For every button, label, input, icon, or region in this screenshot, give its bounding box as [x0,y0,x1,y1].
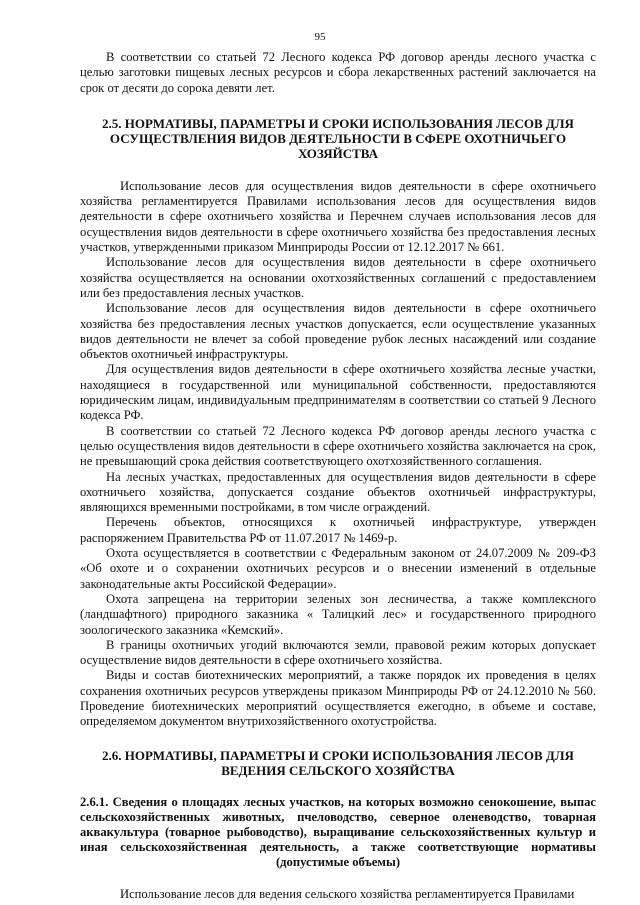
section-2-6-1-subheading: 2.6.1. Сведения о площадях лесных участков, на которых возможно сенокошение, выпас сельскохозяйственных животных, пчеловодство, северное оленеводство, товарная аквакультура (товарное рыбоводство), выращивание сельскохозяйственных культур и иная сельскохозяйственная деятельность, а также соответствующие нормативы (допустимые объемы) [80,794,596,870]
page-number: 95 [314,31,326,43]
paragraph: В соответствии со статьей 72 Лесного кодекса РФ договор аренды лесного участка с целью осуществления видов деятельности в сфере охотничьего хозяйства заключается на срок, не превышающий срока действия соответствующего охотхозяйственного соглашения. [80,423,596,469]
section-2-6-heading: 2.6. НОРМАТИВЫ, ПАРАМЕТРЫ И СРОКИ ИСПОЛЬЗОВАНИЯ ЛЕСОВ ДЛЯ ВЕДЕНИЯ СЕЛЬСКОГО ХОЗЯЙСТВА [102,747,574,778]
paragraph: Использование лесов для осуществления видов деятельности в сфере охотничьего хозяйства регламентируется Правилами использования лесов для осуществления видов деятельности в сфере охотничьего хозяйства и Перечнем случаев использования лесов для осуществления видов деятельности в сфере охотничьего хозяйства без предоставления лесных участков, утвержденными приказом Минприроды России от 12.12.2017 № 661. [80,178,596,255]
paragraph: Виды и состав биотехнических мероприятий, а также порядок их проведения в целях сохранения охотничьих ресурсов утверждены приказом Минприроды РФ от 24.12.2010 № 560. Проведение биотехнических мероприятий осуществляется ежегодно, в объеме и составе, определяемом документом внутрихозяйственного охотустройства. [80,668,596,729]
lead-paragraph: В соответствии со статьей 72 Лесного кодекса РФ договор аренды лесного участка с целью заготовки пищевых лесных ресурсов и сбора лекарственных растений заключается на срок от десяти до сорока девяти лет. [80,50,596,95]
section-2-5-body [80,179,596,730]
paragraph: Для осуществления видов деятельности в сфере охотничьего хозяйства лесные участки, находящиеся в государственной или муниципальной собственности, предоставляются юридическим лицам, индивидуальным предпринимателям в соответствии со статьей 9 Лесного кодекса РФ. [80,362,596,423]
paragraph: Охота запрещена на территории зеленых зон лесничества, а также комплексного (ландшафтного) природного заказника « Талицкий лес» и государственного природного зоологического заказника «Кемский». [80,591,596,637]
section-2-5-heading: 2.5. НОРМАТИВЫ, ПАРАМЕТРЫ И СРОКИ ИСПОЛЬЗОВАНИЯ ЛЕСОВ ДЛЯ ОСУЩЕСТВЛЕНИЯ ВИДОВ ДЕЯТЕЛЬНОСТИ В СФЕРЕ ОХОТНИЧЬЕГО ХОЗЯЙСТВА [102,115,574,161]
paragraph: На лесных участках, предоставленных для осуществления видов деятельности в сфере охотничьего хозяйства, допускается создание объектов охотничьей инфраструктуры, являющихся временными постройками, в том числе ограждений. [80,469,596,515]
paragraph: Использование лесов для осуществления видов деятельности в сфере охотничьего хозяйства осуществляется на основании охотхозяйственных соглашений с предоставлением или без предоставления лесных участков. [80,255,596,300]
paragraph: В границы охотничьих угодий включаются земли, правовой режим которых допускает осуществление видов деятельности в сфере охотничьего хозяйства. [80,637,596,668]
page-body [80,50,596,902]
paragraph: Перечень объектов, относящихся к охотничьей инфраструктуре, утвержден распоряжением Правительства РФ от 11.07.2017 № 1469-р. [80,515,596,545]
section-2-6-paragraph: Использование лесов для ведения сельского хозяйства регламентируется Правилами [120,886,575,901]
paragraph: Охота осуществляется в соответствии с Федеральным законом от 24.07.2009 № 209-ФЗ «Об охоте и о сохранении охотничьих ресурсов и о внесении изменений в отдельные законодательные акты Российской Федерации». [80,546,596,591]
paragraph: Использование лесов для осуществления видов деятельности в сфере охотничьего хозяйства без предоставления лесных участков допускается, если осуществление указанных видов деятельности не влечет за собой проведение рубок лесных насаждений или создание объектов охотничьей инфраструктуры. [80,301,596,362]
